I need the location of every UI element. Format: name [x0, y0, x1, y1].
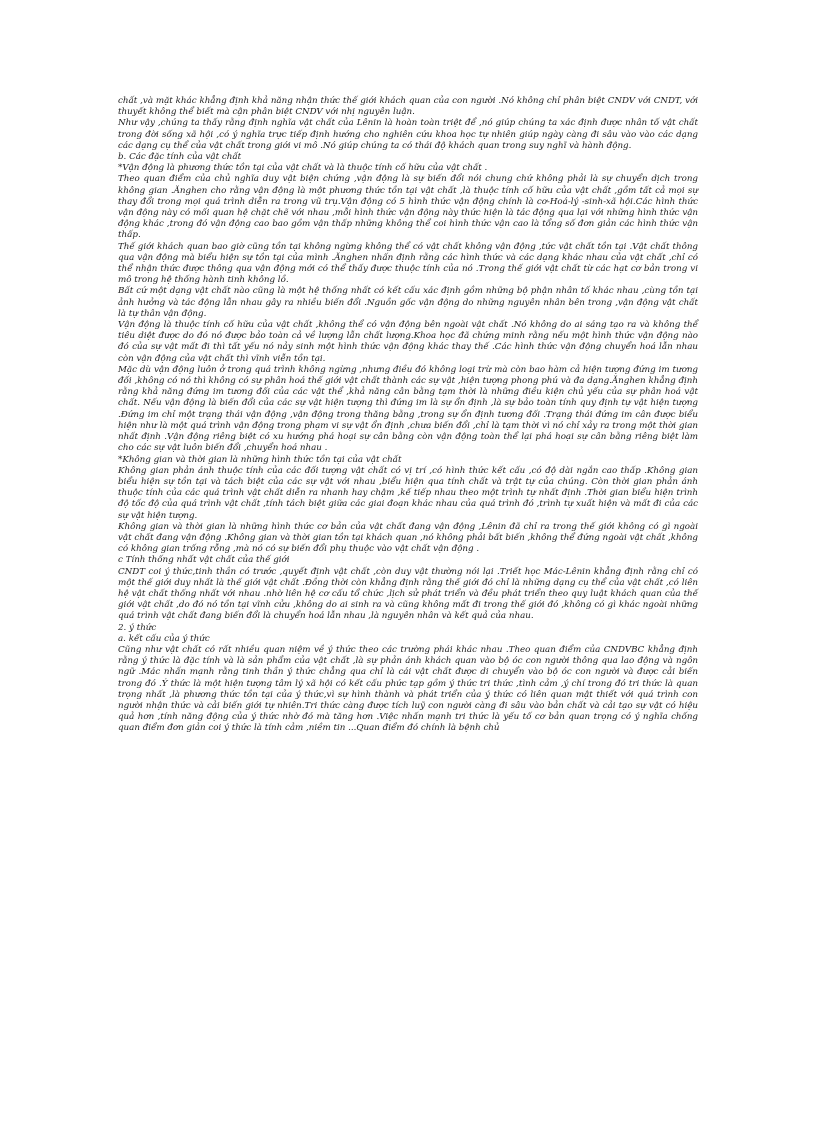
paragraph: Mặc dù vận động luôn ở trong quá trình không ngừng ,nhưng điều đó không loại trừ mà còn bao hàm cả hiện tượng đứng im tương đối ,không có nó thì không có sự phân hoá thế giới vật chất thành các sự vật ,hiện tượng phong phú và đa dạng.Ănghen khẳng định rằng khả năng đứng im tương đối của các vật thể ,khả năng cân bằng tạm thời là những điều kiện chủ yếu của sự phân hoá vật chất. Nếu vận động là biến đổi của các sự vật hiện tượng thì đứng im là sự ổn định ,là sự bảo toàn tính quy định tự vật hiện tượng .Đứng im chỉ một trạng thái vận động ,vận động trong thăng bằng ,trong sự ổn định tương đối .Trạng thái đứng im cân được biểu hiện như là một quá trình vận động trong phạm vi sự vật ổn định ,chưa biến đổi ,chỉ là tạm thời vì nó chỉ xảy ra trong một thời gian nhất định .Vận động riêng biệt có xu hướng phá hoại sự cân bằng còn vận động toàn thể lại phá hoại sự cân bằng riêng biệt làm cho các sự vật luôn biến đổi ,chuyển hoá nhau .	[118, 364, 698, 454]
paragraph: Vận động là thuộc tính cố hữu của vật chất ,không thể có vận động bên ngoài vật chất .Nó không do ai sáng tạo ra và không thể tiêu diệt được do đó nó được bảo toàn cả về lượng lẫn chất lượng.Khoa học đã chứng minh rằng nếu một hình thức vận động nào đó của sự vật mất đi thì tất yếu nó nảy sinh một hình thức vận động khác thay thế .Các hình thức vận động chuyển hoá lẫn nhau còn vận động của vật chất thì vĩnh viễn tồn tại.	[118, 320, 698, 364]
paragraph: Bất cứ một dạng vật chất nào cũng là một hệ thống nhất có kết cấu xác định gồm những bộ phận nhân tố khác nhau ,cùng tồn tại ảnh hưởng và tác động lẫn nhau gây ra nhiều biến đổi .Nguồn gốc vận động do những nguyên nhân bên trong ,vận động vật chất là tự thân vận động.	[118, 286, 698, 319]
document-page	[118, 96, 698, 735]
paragraph: Thế giới khách quan bao giờ cũng tồn tại không ngừng không thể có vật chất không vận động ,tức vật chất tồn tại .Vật chất thông qua vận động mà biểu hiện sự tồn tại của mình .Ănghen nhấn định rằng các hình thức và các dạng khác nhau của vật chất ,chỉ có thể nhận thức được thông qua vận động mới có thể thấy được thuộc tính của nó .Trong thế giới vật chất từ các hạt cơ bản trong vi mô trong hệ thống hành tinh không lồ.	[118, 241, 698, 286]
paragraph: Cũng như vật chất có rất nhiều quan niệm về ý thức theo các trường phái khác nhau .Theo quan điểm của CNDVBC khẳng định rằng ý thức là đặc tính và là sản phẩm của vật chất ,là sự phản ánh khách quan vào bộ óc con người thông qua lao động và ngôn ngữ .Mác nhấn mạnh rằng tinh thần ý thức chẳng qua chỉ là cái vật chất được di chuyển vào bộ óc con người và được cải biến trong đó .Ý thức là một hiện tượng tâm lý xã hội có kết cấu phức tạp gồm ý thức tri thức ,tình cảm ,ý chí trong đó tri thức là quan trọng nhất ,là phương thức tồn tại của ý thức,vì sự hình thành và phát triển của ý thức có liên quan mật thiết với quá trình con người nhận thức và cải biến giới tự nhiên.Tri thức càng được tích luỹ con người càng đi sâu vào bản chất và cải tạo sự vật có hiệu quả hơn ,tính năng động của ý thức nhờ đó mà tăng hơn .Việc nhấn mạnh tri thức là yếu tố cơ bản quan trọng có ý nghĩa chống quan điểm đơn giản coi ý thức là tính cảm ,niềm tin ...Quan điểm đó chính là bệnh chủ	[118, 644, 698, 734]
paragraph: chất ,và mặt khác khẳng định khả năng nhận thức thế giới khách quan của con người .Nó không chỉ phân biệt CNDV với CNDT, với thuyết không thể biết mà cận phân biệt CNDV với nhị nguyên luận.	[118, 96, 698, 118]
section-heading: 2. ý thức	[118, 622, 157, 633]
paragraph: CNDT coi ý thức,tinh thần có trước ,quyết định vật chất ,còn duy vật thường nói lại .Triết học Mác-Lênin khẳng định rằng chỉ có một thế giới duy nhất là thế giới vật chất .Đồng thời còn khẳng định rằng thế giới đó chỉ là những dạng cụ thể của vật chất ,có liên hệ vật chất thống nhất với nhau .nhờ liên hệ cơ cấu tổ chức ,lịch sử phát triển và đều phát triển theo quy luật khách quan của thế giới vật chất ,do đó nó tồn tại vĩnh cửu ,không do ai sinh ra và cũng không mất đi trong thế giới đó ,không có gì khác ngoài những quá trình vật chất đang biến đổi là chuyển hoá lẫn nhau ,là nguyên nhân và kết quả của nhau.	[118, 566, 698, 622]
paragraph: Như vậy ,chúng ta thấy rằng định nghĩa vật chất của Lênin là hoàn toàn triệt để ,nó giúp chúng ta xác định được nhân tố vật chất trong đời sống xã hội ,có ý nghĩa trực tiếp định hướng cho nghiên cứu khoa học tự nhiên giúp ngày càng đi sâu vào vào các dạng các dạng cụ thể của vật chất trong giới vi mô .Nó giúp chúng ta có thái độ khách quan trong suy nghĩ và hành động.	[118, 118, 698, 151]
paragraph: Theo quan điểm của chủ nghĩa duy vật biện chứng ,vận động là sự biến đổi nói chung chứ không phải là sự chuyển dịch trong không gian .Ănghen cho rằng vận động là một phương thức tồn tại vật chất ,là thuộc tính cố hữu của vật chất ,gồm tất cả mọi sự thay đổi trong mọi quá trình diễn ra trong vũ trụ.Vận động có 5 hình thức vận động chính là cơ-Hoá-lý -sinh-xã hội.Các hình thức vận động này có mối quan hệ chặt chẽ với nhau ,mỗi hình thức vận động này thức hiện là tác động qua lại với những hình thức vận động khác ,trong đó vận động cao bao gồm vận thấp những không thể coi hình thức vận cao là tổng số đơn giản các hình thức vận thấp.	[118, 174, 698, 241]
paragraph: Không gian và thời gian là những hình thức cơ bản của vật chất đang vận động ,Lênin đã chỉ ra trong thế giới không có gì ngoài vật chất đang vận động .Không gian và thời gian tồn tại khách quan ,nó không phải bất biến ,không thể đứng ngoài vật chất ,không có không gian trống rỗng ,mà nó có sự biến đổi phụ thuộc vào vật chất vận động .	[118, 521, 698, 555]
subsection-heading: *Không gian và thời gian là những hình thức tồn tại của vật chất	[118, 454, 402, 465]
paragraph: Không gian phản ánh thuộc tính của các đối tượng vật chất có vị trí ,có hình thức kết cấu ,có độ dài ngắn cao thấp .Không gian biểu hiện sự tồn tại và tách biệt của các sự vật với nhau ,biểu hiện qua tính chất và trật tự của chúng. Còn thời gian phản ánh thuộc tính của các quá trình vật chất diễn ra nhanh hay chậm ,kế tiếp nhau theo một trình tự nhất định .Thời gian biểu hiện trình độ tốc độ của quá trình vật chất ,tính tách biệt giữa các giai đoạn khác nhau của quá trình đó ,trình tự xuất hiện và mất đi của các sự vật hiện tượng.	[118, 465, 698, 521]
section-heading: b. Các đặc tính của vật chất	[118, 152, 242, 163]
subsection-heading: *Vận động là phương thức tồn tại của vật chất và là thuộc tính cố hữu của vật chất .	[118, 163, 488, 174]
section-heading: c Tính thống nhất vật chất của thế giới	[118, 555, 290, 566]
section-heading: a. kết cấu của ý thức	[118, 633, 210, 644]
